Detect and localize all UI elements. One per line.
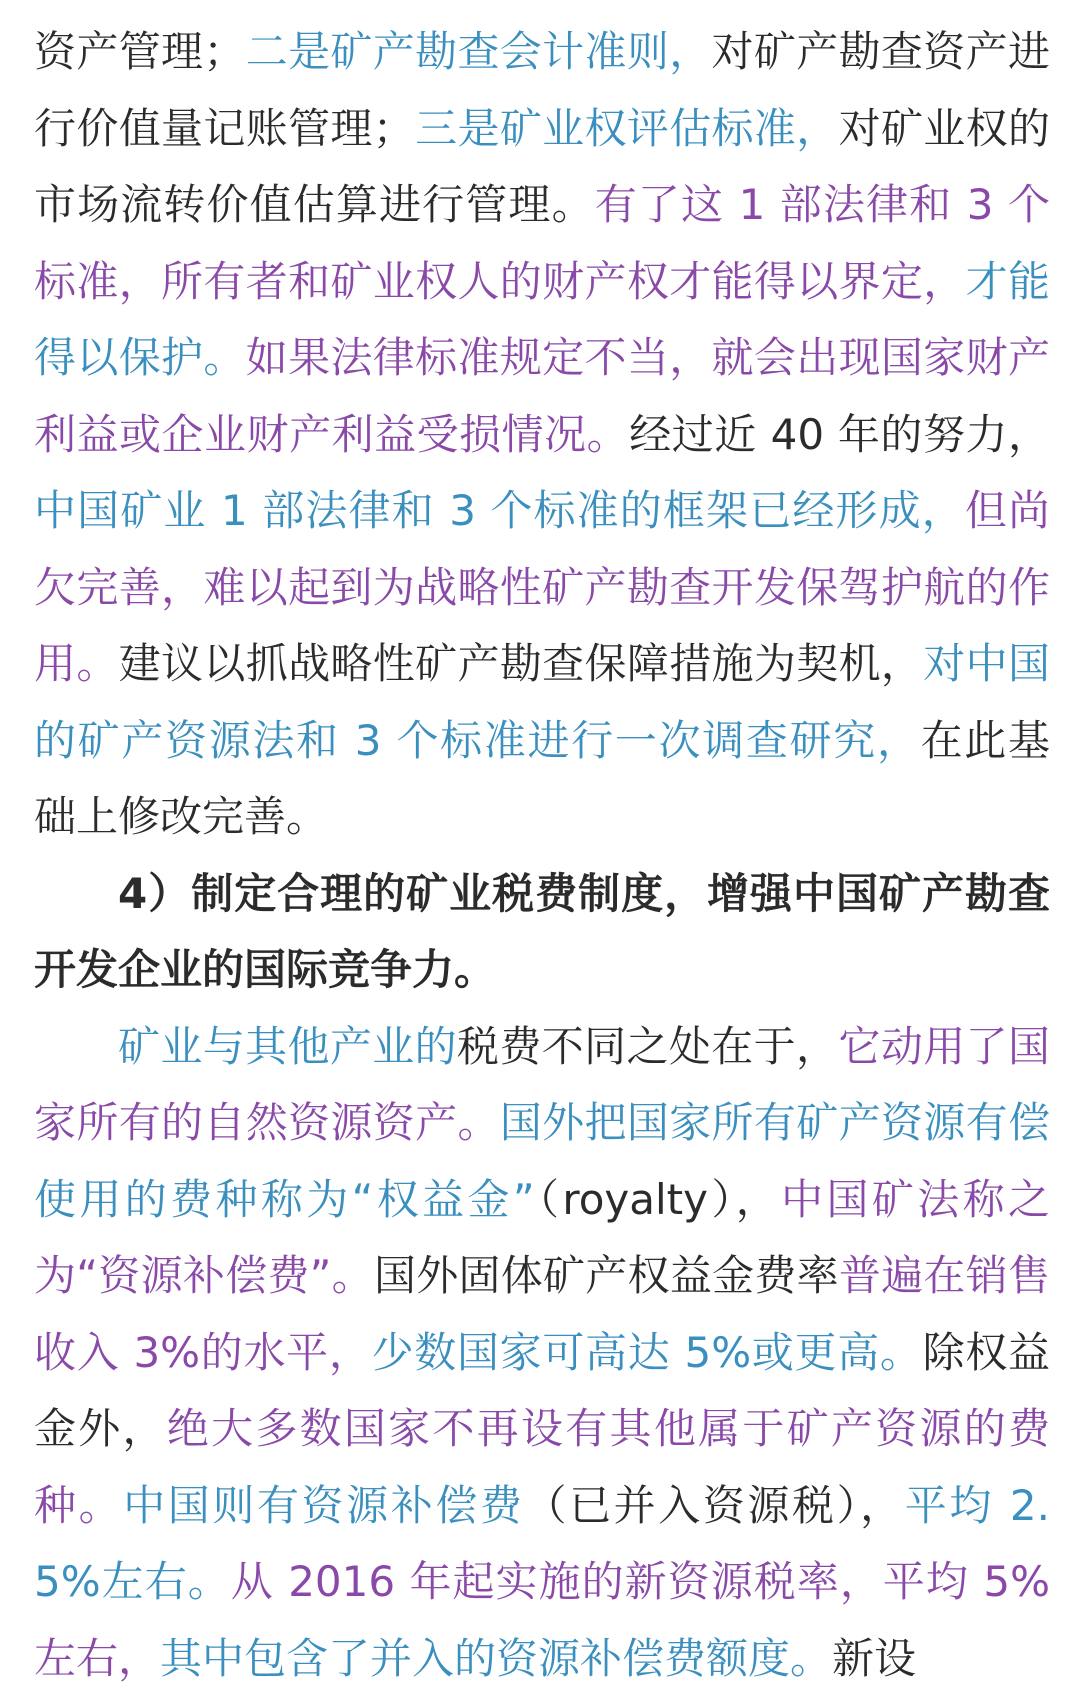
text-segment: 经过近 40 年的努力， — [629, 409, 1050, 459]
body-paragraph — [34, 14, 1050, 856]
text-segment: 在此基础上修改完善。 — [34, 715, 1050, 841]
text-segment: 对中国的矿产资源法和 3 个标准进行一次调查研究， — [34, 639, 1050, 765]
text-segment: 但尚欠完善，难以起到为战略性矿产勘查开发保驾护航的作用。 — [34, 486, 1050, 688]
text-segment: 从 2016 年起实施的新资源税率，平均 5%左右， — [34, 1557, 1050, 1683]
text-segment: 绝大多数国家不再设有其他属于矿产资源的费种。 — [34, 1404, 1050, 1530]
text-segment: 它动用了国家所有的自然资源资产。 — [34, 1021, 1050, 1147]
text-segment: 二是矿产勘查会计准则， — [245, 27, 712, 76]
text-segment: 有了这 1 部法律和 3 个标准，所有者和矿业权人的财产权才能得以界定， — [34, 180, 1050, 306]
text-segment: 如果法律标准规定不当，就会出现国家财产利益或企业财产利益受损情况。 — [34, 333, 1050, 459]
text-segment: 国外固体矿产权益金费率 — [373, 1251, 839, 1300]
text-segment: 少数国家可高达 5%或更高。 — [371, 1327, 923, 1377]
text-segment: 4）制定合理的矿业税费制度，增强中国矿产勘查开发企业的国际竞争力。 — [34, 868, 1050, 994]
text-segment: 才能得以保护。 — [34, 256, 1050, 382]
text-segment: 国外把国家所有矿产资源有偿使用的费种称为“权益金” — [34, 1098, 1050, 1224]
text-segment: （已并入资源税）， — [524, 1480, 905, 1530]
text-segment: 普遍在销售收入 3%的水平， — [34, 1251, 1050, 1377]
text-segment: 中国则有资源补偿费 — [123, 1480, 525, 1530]
text-segment: 税费不同之处在于， — [457, 1021, 839, 1071]
text-segment: （royalty）， — [534, 1174, 782, 1224]
text-segment: 除权益金外， — [34, 1327, 1051, 1453]
text-segment: 新设 — [832, 1633, 917, 1683]
text-segment: 平均 2.5%左右。 — [34, 1480, 1050, 1606]
text-segment: 对矿产勘查资产进行价值量记账管理； — [34, 27, 1050, 153]
text-segment: 资产管理； — [34, 27, 246, 76]
text-segment: 中国矿业 1 部法律和 3 个标准的框架已经形成， — [34, 486, 965, 535]
body-paragraph — [34, 1009, 1050, 1687]
text-segment: 建议以抓战略性矿产勘查保障措施为契机， — [118, 639, 924, 688]
text-segment: 三是矿业权评估标准， — [414, 103, 839, 153]
text-segment: 中国矿法称之为“资源补偿费”。 — [34, 1174, 1050, 1300]
text-segment: 矿业与其他产业的 — [118, 1021, 458, 1071]
section-heading — [34, 856, 1050, 1009]
text-segment: 对矿业权的市场流转价值估算进行管理。 — [34, 103, 1050, 229]
text-segment: 其中包含了并入的资源补偿费额度。 — [160, 1633, 833, 1683]
